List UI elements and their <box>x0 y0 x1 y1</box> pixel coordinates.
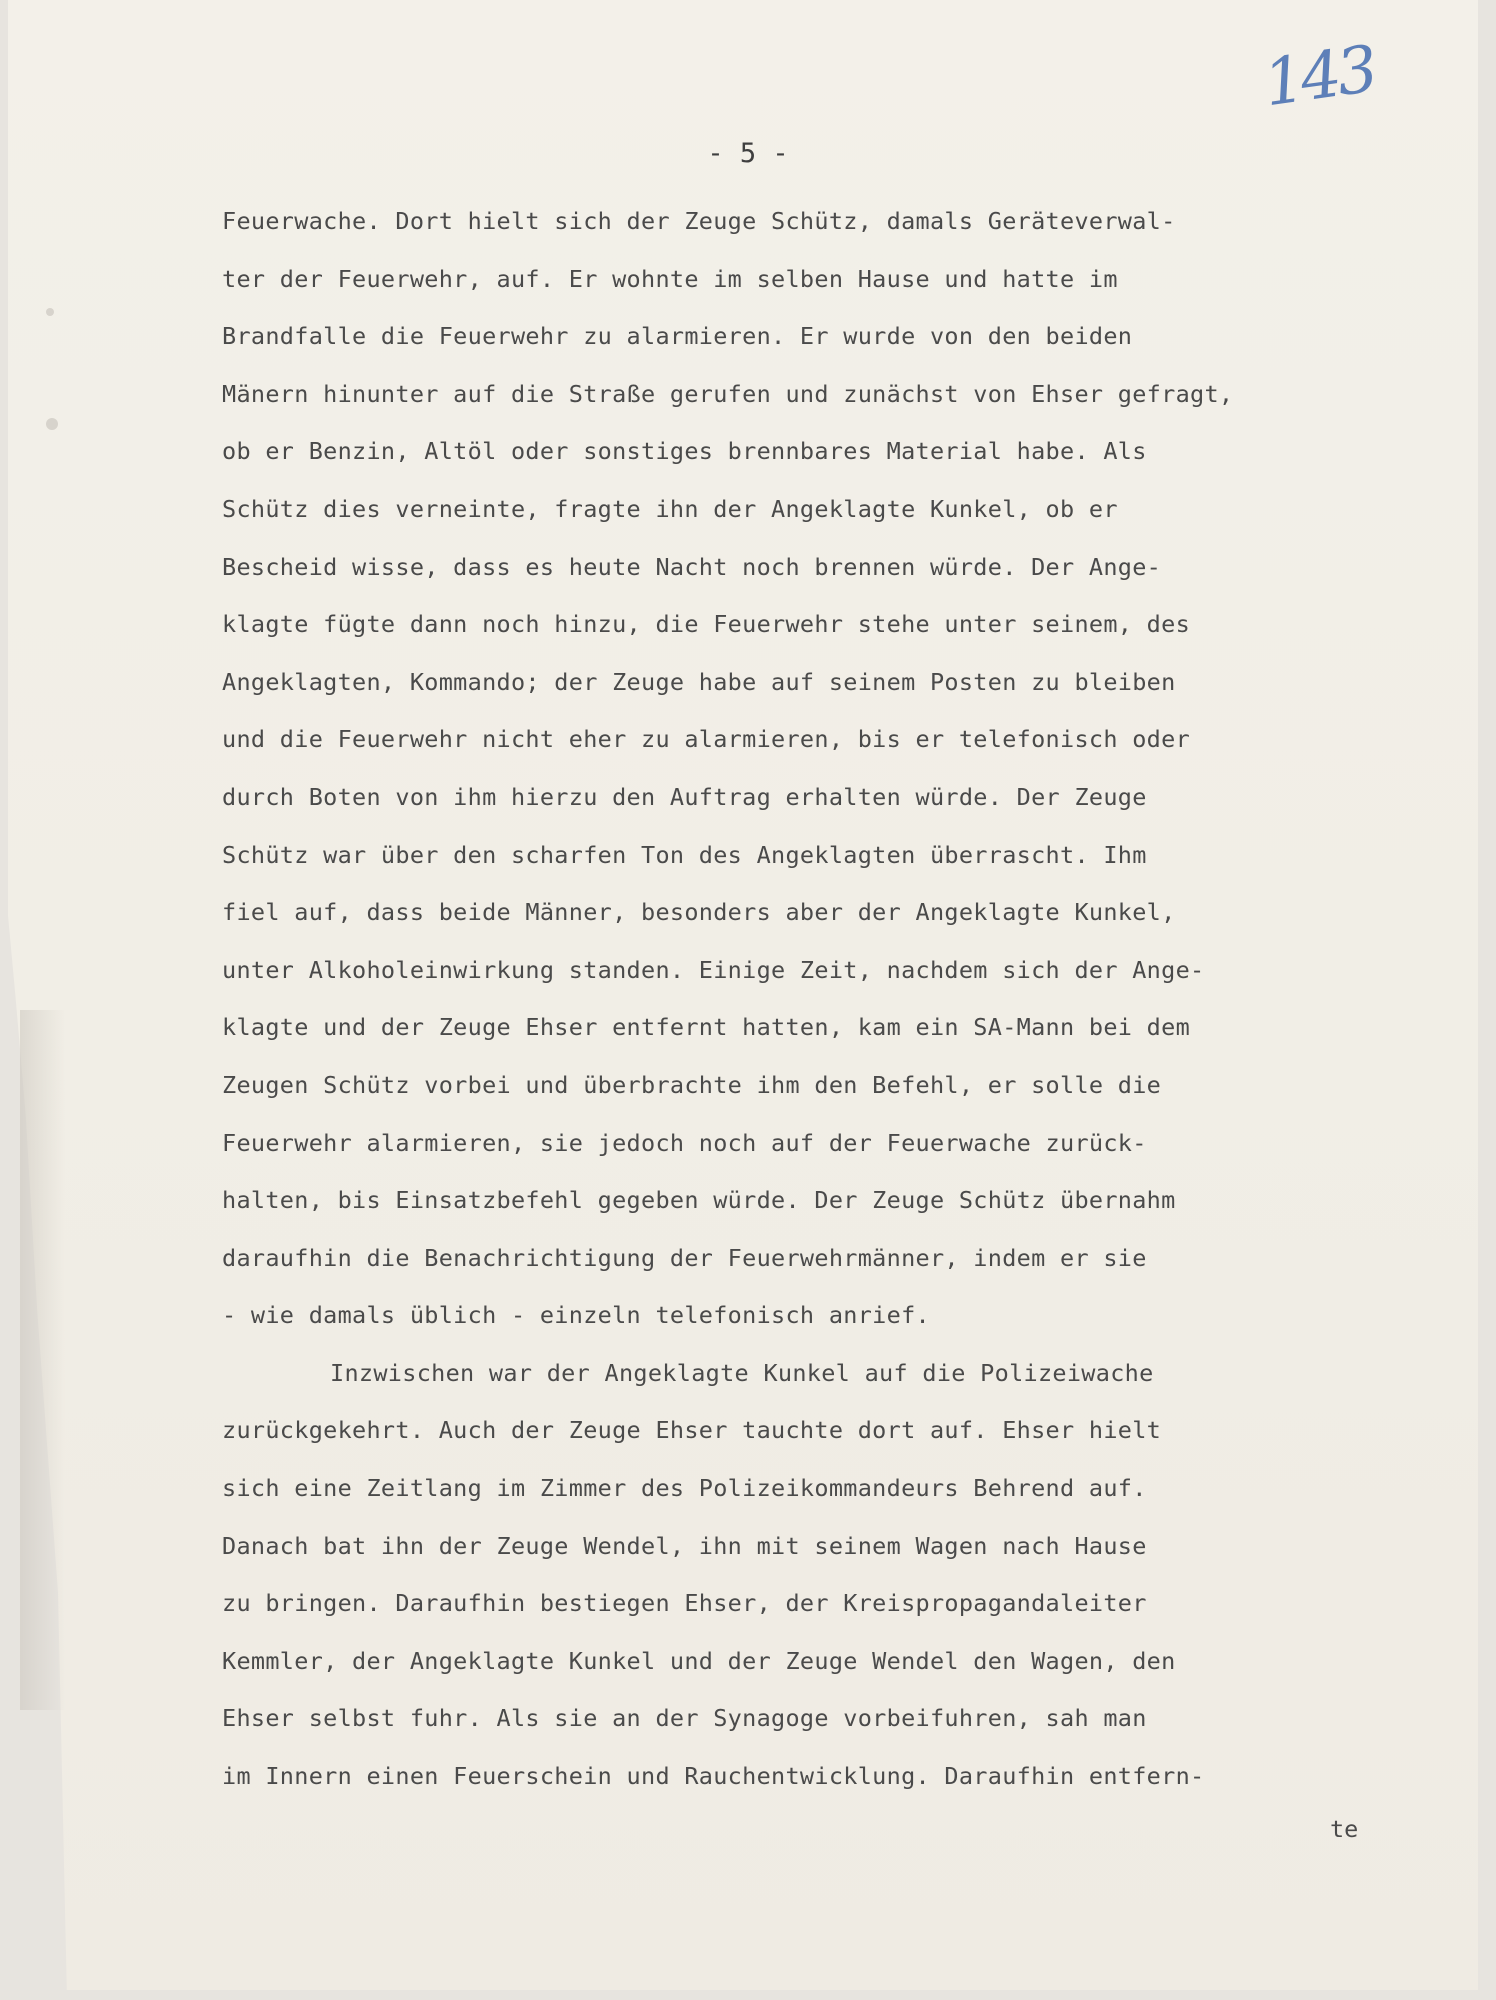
text-line: Bescheid wisse, dass es heute Nacht noch brennen würde. Der Ange- <box>222 552 1162 581</box>
text-line: Brandfalle die Feuerwehr zu alarmieren. Er wurde von den beiden <box>222 322 1133 351</box>
text-line: Schütz dies verneinte, fragte ihn der Angeklagte Kunkel, ob er <box>222 494 1118 523</box>
catchword: te <box>1330 1815 1359 1843</box>
folio-number: 143 <box>1259 32 1379 122</box>
text-line: halten, bis Einsatzbefehl gegeben würde. Der Zeuge Schütz übernahm <box>222 1186 1176 1215</box>
text-line: Danach bat ihn der Zeuge Wendel, ihn mit seinem Wagen nach Hause <box>222 1531 1147 1560</box>
text-line: im Innern einen Feuerschein und Rauchentwicklung. Daraufhin entfern- <box>222 1762 1205 1791</box>
text-line: klagte fügte dann noch hinzu, die Feuerwehr stehe unter seinem, des <box>222 610 1191 639</box>
text-line: ter der Feuerwehr, auf. Er wohnte im selben Hause und hatte im <box>222 264 1118 293</box>
page-number: - 5 - <box>707 138 789 169</box>
text-line: Angeklagten, Kommando; der Zeuge habe auf seinem Posten zu bleiben <box>222 667 1176 696</box>
text-line: sich eine Zeitlang im Zimmer des Polizeikommandeurs Behrend auf. <box>222 1474 1147 1503</box>
text-line: Feuerwehr alarmieren, sie jedoch noch auf der Feuerwache zurück- <box>222 1128 1147 1157</box>
text-line: zurückgekehrt. Auch der Zeuge Ehser tauchte dort auf. Ehser hielt <box>222 1416 1162 1445</box>
text-line: unter Alkoholeinwirkung standen. Einige Zeit, nachdem sich der Ange- <box>222 955 1205 984</box>
text-line: - wie damals üblich - einzeln telefonisch anrief. <box>222 1301 930 1330</box>
text-line: zu bringen. Daraufhin bestiegen Ehser, der Kreispropagandaleiter <box>222 1589 1147 1618</box>
torn-edge <box>20 1010 65 1710</box>
text-line: Feuerwache. Dort hielt sich der Zeuge Schütz, damals Geräteverwal- <box>222 207 1176 235</box>
text-line: Kemmler, der Angeklagte Kunkel und der Zeuge Wendel den Wagen, den <box>222 1646 1176 1675</box>
typed-text-body <box>222 193 1422 1806</box>
text-line: durch Boten von ihm hierzu den Auftrag erhalten würde. Der Zeuge <box>222 782 1147 811</box>
text-line: und die Feuerwehr nicht eher zu alarmieren, bis er telefonisch oder <box>222 725 1191 754</box>
text-line: klagte und der Zeuge Ehser entfernt hatten, kam ein SA-Mann bei dem <box>222 1013 1191 1042</box>
text-line: daraufhin die Benachrichtigung der Feuerwehrmänner, indem er sie <box>222 1243 1147 1272</box>
text-line: Mänern hinunter auf die Straße gerufen und zunächst von Ehser gefragt, <box>222 379 1234 408</box>
text-line: Zeugen Schütz vorbei und überbrachte ihm den Befehl, er solle die <box>222 1070 1162 1099</box>
punch-mark <box>46 308 54 316</box>
text-line: fiel auf, dass beide Männer, besonders aber der Angeklagte Kunkel, <box>222 898 1176 927</box>
text-line: Ehser selbst fuhr. Als sie an der Synagoge vorbeifuhren, sah man <box>222 1704 1147 1733</box>
text-line-indented: Inzwischen war der Angeklagte Kunkel auf die Polizeiwache <box>330 1358 1154 1387</box>
punch-hole <box>46 418 58 430</box>
text-line: Schütz war über den scharfen Ton des Angeklagten überrascht. Ihm <box>222 840 1147 869</box>
text-line: ob er Benzin, Altöl oder sonstiges brennbares Material habe. Als <box>222 437 1147 466</box>
